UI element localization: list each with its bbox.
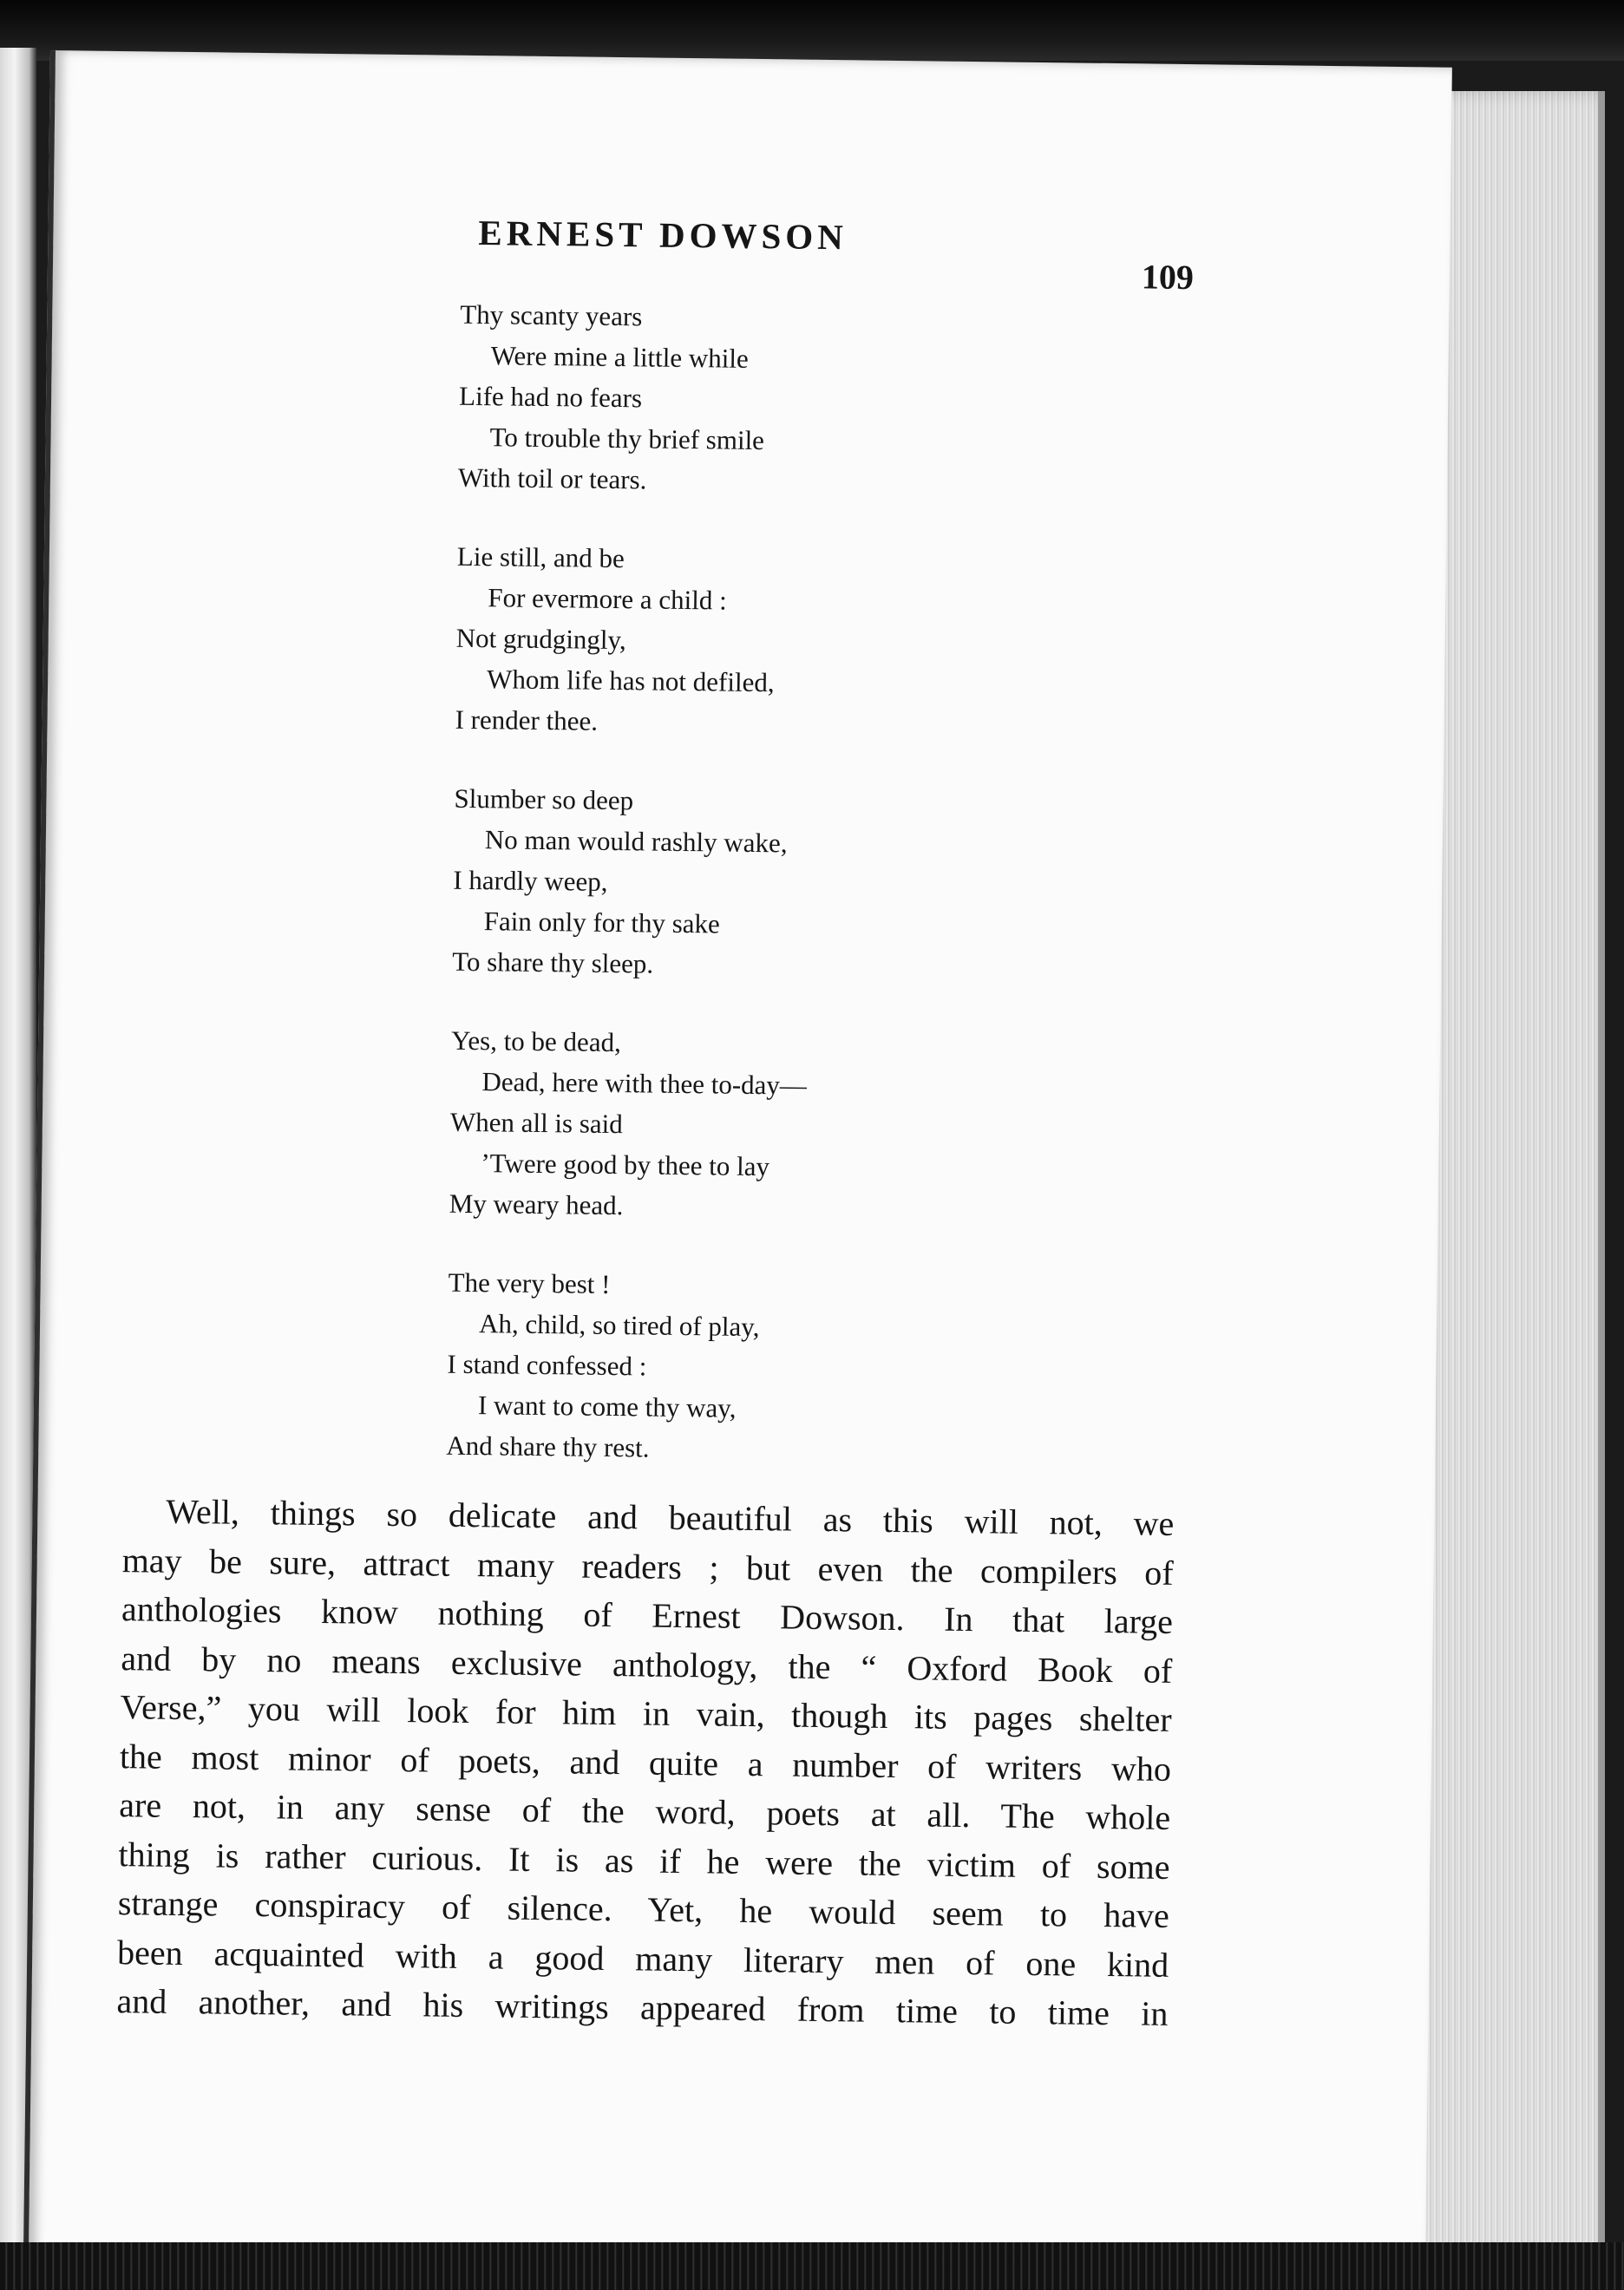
- poem-line: No man would rashly wake,: [484, 824, 788, 859]
- prose-line: are not, in any sense of the word, poets at all. The whole: [119, 1785, 1171, 1837]
- poem-line: Whom life has not defiled,: [486, 664, 775, 698]
- prose-line: strange conspiracy of silence. Yet, he would seem to have: [117, 1883, 1170, 1935]
- poem-line: With toil or tears.: [457, 461, 647, 495]
- poem-stanza: [452, 778, 1062, 990]
- prose-line: thing is rather curious. It is as if he were the victim of some: [118, 1834, 1170, 1887]
- poem-stanza: [446, 1262, 1056, 1474]
- running-head: ERNEST DOWSON: [478, 213, 848, 258]
- poem-stanza: [455, 536, 1064, 748]
- poem-line: Fain only for thy sake: [483, 906, 721, 939]
- poem-line: Not grudgingly,: [455, 622, 627, 656]
- prose-line: may be sure, attract many readers ; but even the compilers of: [121, 1540, 1174, 1593]
- poem-line: My weary head.: [449, 1188, 624, 1221]
- poem-line: ’Twere good by thee to lay: [481, 1148, 770, 1182]
- poem-line: When all is said: [449, 1106, 624, 1140]
- poem-line: And share thy rest.: [446, 1430, 650, 1463]
- prose-line: and by no means exclusive anthology, the “ Oxford Book of: [121, 1638, 1173, 1691]
- scanner-background-top: [0, 0, 1624, 61]
- poem-line: To share thy sleep.: [451, 945, 654, 979]
- page-number: 109: [1141, 257, 1195, 298]
- poem-line: I hardly weep,: [453, 864, 608, 897]
- poem-line: Ah, child, so tired of play,: [478, 1308, 760, 1343]
- prose-line: anthologies know nothing of Ernest Dowson. In that large: [121, 1589, 1174, 1641]
- poem-stanza: [458, 294, 1068, 506]
- prose-line: Verse,” you will look for him in vain, though its pages shelter: [120, 1687, 1172, 1739]
- poem-line: Dead, here with thee to-day—: [481, 1066, 808, 1101]
- poem-line: I want to come thy way,: [477, 1390, 737, 1423]
- poem-line: I render thee.: [455, 703, 599, 736]
- poem-line: For evermore a child :: [488, 582, 727, 616]
- prose-line: and another, and his writings appeared from time to time in: [116, 1981, 1169, 2033]
- poem-line: I stand confessed :: [447, 1348, 647, 1382]
- poem: [446, 294, 1068, 1511]
- poem-line: Yes, to be dead,: [450, 1024, 622, 1058]
- poem-line: Slumber so deep: [454, 782, 634, 816]
- prose-line: been acquainted with a good many literary men of one kind: [116, 1932, 1169, 1985]
- poem-line: Life had no fears: [458, 380, 643, 414]
- poem-line: To trouble thy brief smile: [489, 422, 765, 456]
- poem-stanza: [449, 1020, 1059, 1232]
- poem-line: Lie still, and be: [456, 540, 625, 574]
- scanner-background-bottom: [0, 2242, 1624, 2290]
- book-page: [23, 50, 1452, 2275]
- prose-line: the most minor of poets, and quite a number of writers who: [119, 1736, 1172, 1789]
- poem-line: The very best !: [448, 1266, 611, 1299]
- poem-line: Thy scanty years: [460, 298, 643, 332]
- prose-line: Well, things so delicate and beautiful as this will not, we: [166, 1491, 1175, 1543]
- prose-paragraph: [116, 1487, 1175, 2038]
- poem-line: Were mine a little while: [490, 340, 749, 374]
